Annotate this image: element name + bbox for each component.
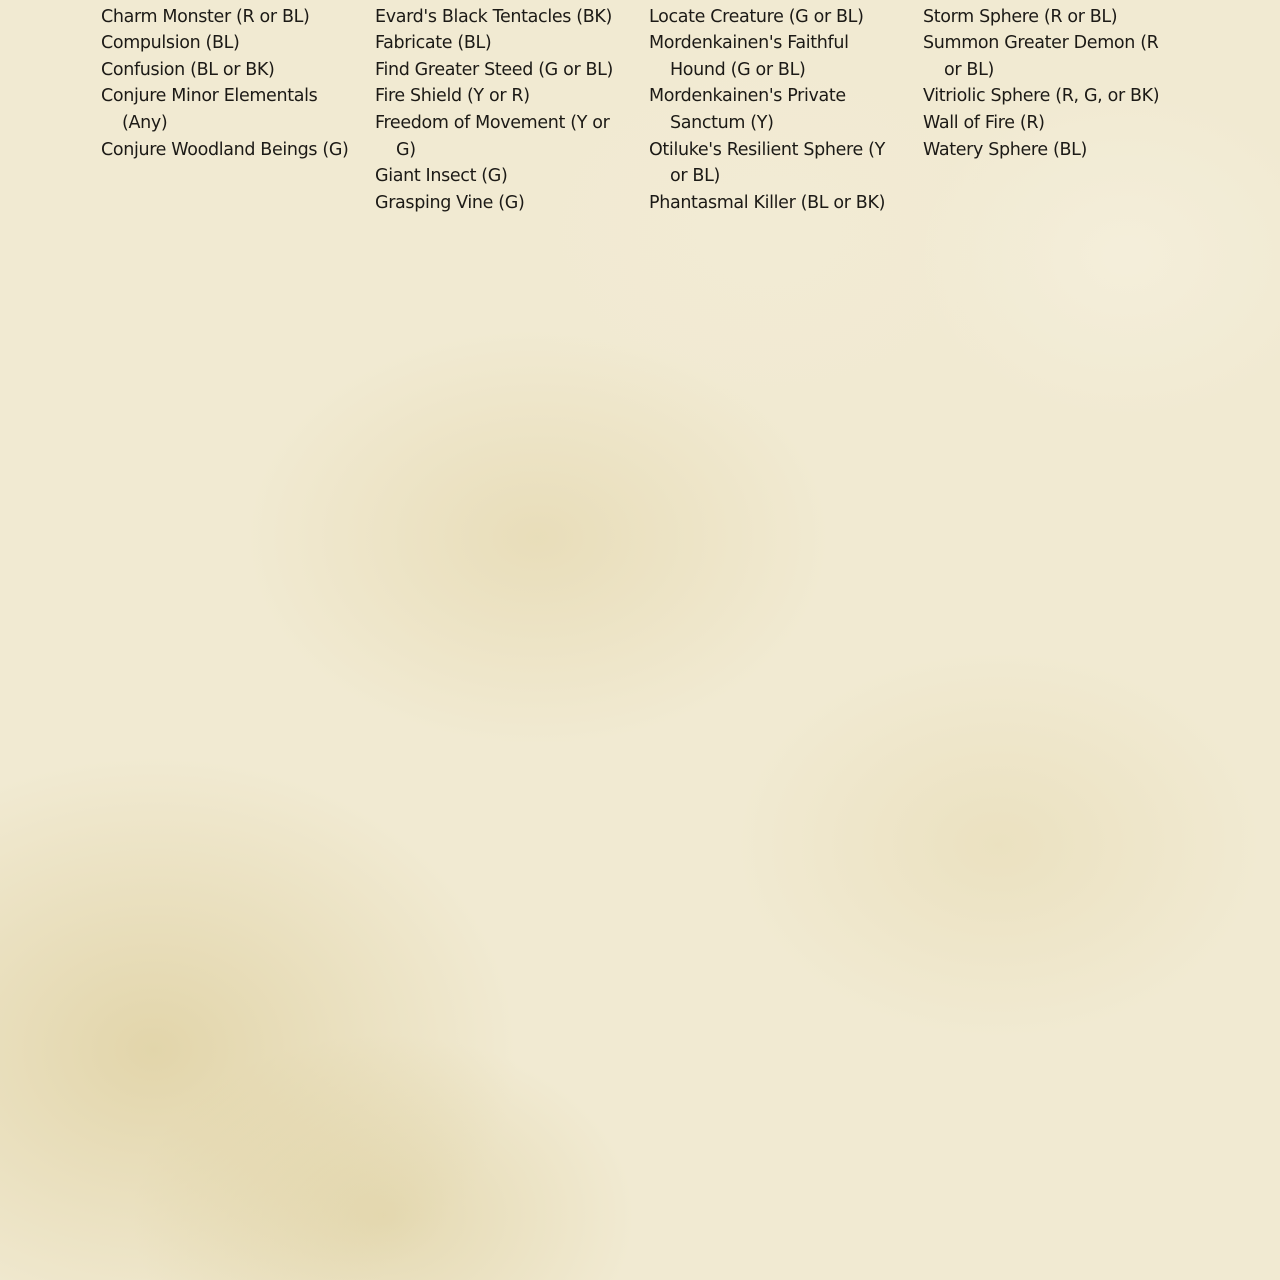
spell-item: Find Greater Steed (G or BL): [375, 59, 614, 80]
spell-item: Giant Insect (G): [375, 166, 508, 187]
spell-item: Fire Shield (Y or R): [375, 86, 530, 107]
spell-item: Phantasmal Killer (BL or BK): [649, 192, 886, 213]
spell-item: Grasping Vine (G): [375, 192, 525, 213]
spell-item: Mordenkainen's Faithful Hound (G or BL): [649, 33, 849, 80]
spell-item: Otiluke's Resilient Sphere (Y or BL): [649, 139, 885, 187]
spell-item: Confusion (BL or BK): [101, 59, 275, 80]
spell-column-1: [101, 0, 353, 163]
spell-item: Compulsion (BL): [101, 33, 240, 54]
spell-item: Evard's Black Tentacles (BK): [375, 6, 612, 27]
spell-item: Watery Sphere (BL): [923, 139, 1087, 160]
spell-column-2: [375, 0, 627, 216]
spell-item: Locate Creature (G or BL): [649, 6, 864, 27]
spell-item: Conjure Woodland Beings (G): [101, 139, 349, 160]
spell-item: Summon Greater Demon (R or BL): [923, 33, 1159, 80]
spell-item: Freedom of Movement (Y or G): [375, 112, 610, 160]
spell-item: Storm Sphere (R or BL): [923, 6, 1118, 27]
spell-column-3: [649, 0, 901, 216]
spell-item: Conjure Minor Elementals (Any): [101, 86, 318, 133]
spell-item: Fabricate (BL): [375, 33, 492, 54]
spell-item: Charm Monster (R or BL): [101, 6, 310, 27]
spell-item: Vitriolic Sphere (R, G, or BK): [923, 86, 1160, 107]
spell-item: Mordenkainen's Private Sanctum (Y): [649, 86, 846, 133]
spell-column-4: [923, 0, 1175, 163]
spell-item: Wall of Fire (R): [923, 112, 1045, 133]
